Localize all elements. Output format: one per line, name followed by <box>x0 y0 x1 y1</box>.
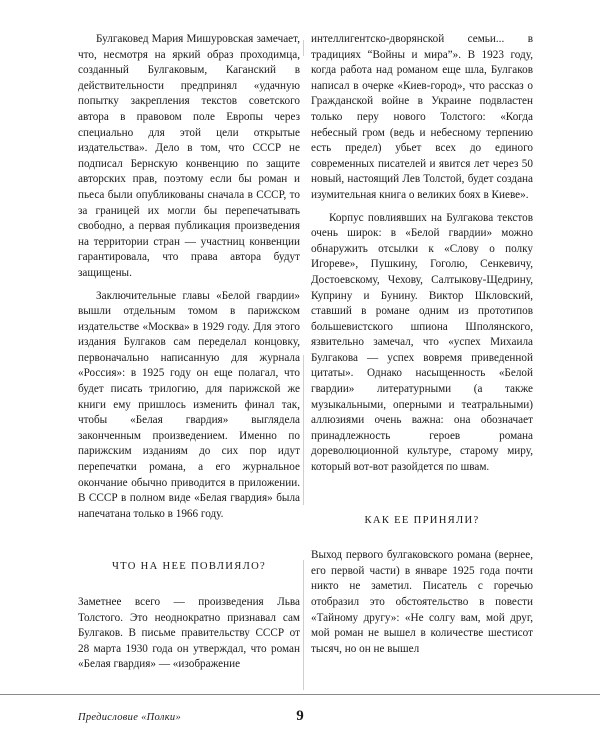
body-paragraph: Корпус повлиявших на Булгакова текстов очень широк: в «Белой гвардии» можно обнаружить отсылки к «Слову о полку Игореве», Пушкину, Гоголю, Сенкевичу, Достоевскому, Чехову, Салтыкову-Щедрину, Куприну и Бунину. Виктор Шкловский, ставший в романе одним из прототипов большевистского шпиона Шполянского, язвительно замечал, что «успех Михаила Булгакова — успех вовремя приведенной цитаты». Однако насыщенность «Белой гвардии» литературными (а также музыкальными, оперными и театральными) аллюзиями очень важна: она обозначает принадлежность героев романа дореволюционной культуре, старому миру, который вот-вот разойдется по швам. <box>311 211 533 474</box>
body-paragraph: Выход первого булгаковского романа (вернее, его первой части) в январе 1925 года почти никто не заметил. Писатель с горечью отобразил это обстоятельство в повести «Тайному другу»: «Не солгу вам, мой друг, мой роман не вышел в количестве шестисот тысяч, но он не вышел <box>311 549 533 655</box>
section-heading: КАК ЕЕ ПРИНЯЛИ? <box>364 514 480 526</box>
body-paragraph: Заключительные главы «Белой гвардии» вышли отдельным томом в парижском издательстве «Москва» в 1929 году. Для этого издания Булгаков сам переделал концовку, первоначально написанную для журнала «Россия»: в 1925 году он еще полагал, что будет писать трилогию, для парижской же книги ему пришлось изменить финал так, чтобы «Белая гвардия» выглядела законченным произведением. Именно по парижским изданиям до сих пор идут перепечатки романа, а его журнальное окончание обычно приводится в приложении. В СССР в полном виде «Белая гвардия» была напечатана только в 1966 году. <box>78 289 300 520</box>
running-footer: Предисловие «Полки» <box>78 712 182 723</box>
page-number: 9 <box>296 708 304 724</box>
column-divider <box>303 40 304 56</box>
body-paragraph: Булгаковед Мария Мишуровская замечает, что, несмотря на яркий образ проходимца, созданный Булгаковым, Каганский в действительности предпринял «удачную попытку закрепления текстов советского автора в правовом поле Европы через специально для этой цели открытые издательства». Дело в том, что СССР не подписал Бернскую конвенцию по защите авторских прав, поэтому если бы роман и пьеса были опубликованы сначала в СССР, то за границей их могли бы перепечатывать свободно, а первая публикация произведения на территории стран — участниц конвенции гарантировала, что права автора будут защищены. <box>78 33 300 279</box>
body-paragraph: интеллигентско-дворянской семьи... в традициях “Войны и мира”». В 1923 году, когда работа над романом еще шла, Булгаков написал в очерке «Киев-город», что рассказ о Гражданской войне в Украине подвластен только перу нового Толстого: «Когда небесный гром (ведь и небесному терпению есть предел) убьет всех до единого современных писателей и явится лет через 50 новый, настоящий Лев Толстой, будет создана изумительная книга о великих боях в Киеве». <box>311 33 533 201</box>
section-heading: ЧТО НА НЕЕ ПОВЛИЯЛО? <box>111 561 267 573</box>
footer-rule <box>0 694 600 695</box>
body-paragraph: Заметнее всего — произведения Льва Толстого. Это неоднократно признавал сам Булгаков. В письме правительству СССР от 28 марта 1930 года он утверждал, что роман «Белая гвардия» — «изображение <box>78 596 300 671</box>
right-column <box>311 32 533 657</box>
column-divider <box>303 560 304 690</box>
left-column <box>78 32 300 673</box>
column-divider <box>303 355 304 505</box>
